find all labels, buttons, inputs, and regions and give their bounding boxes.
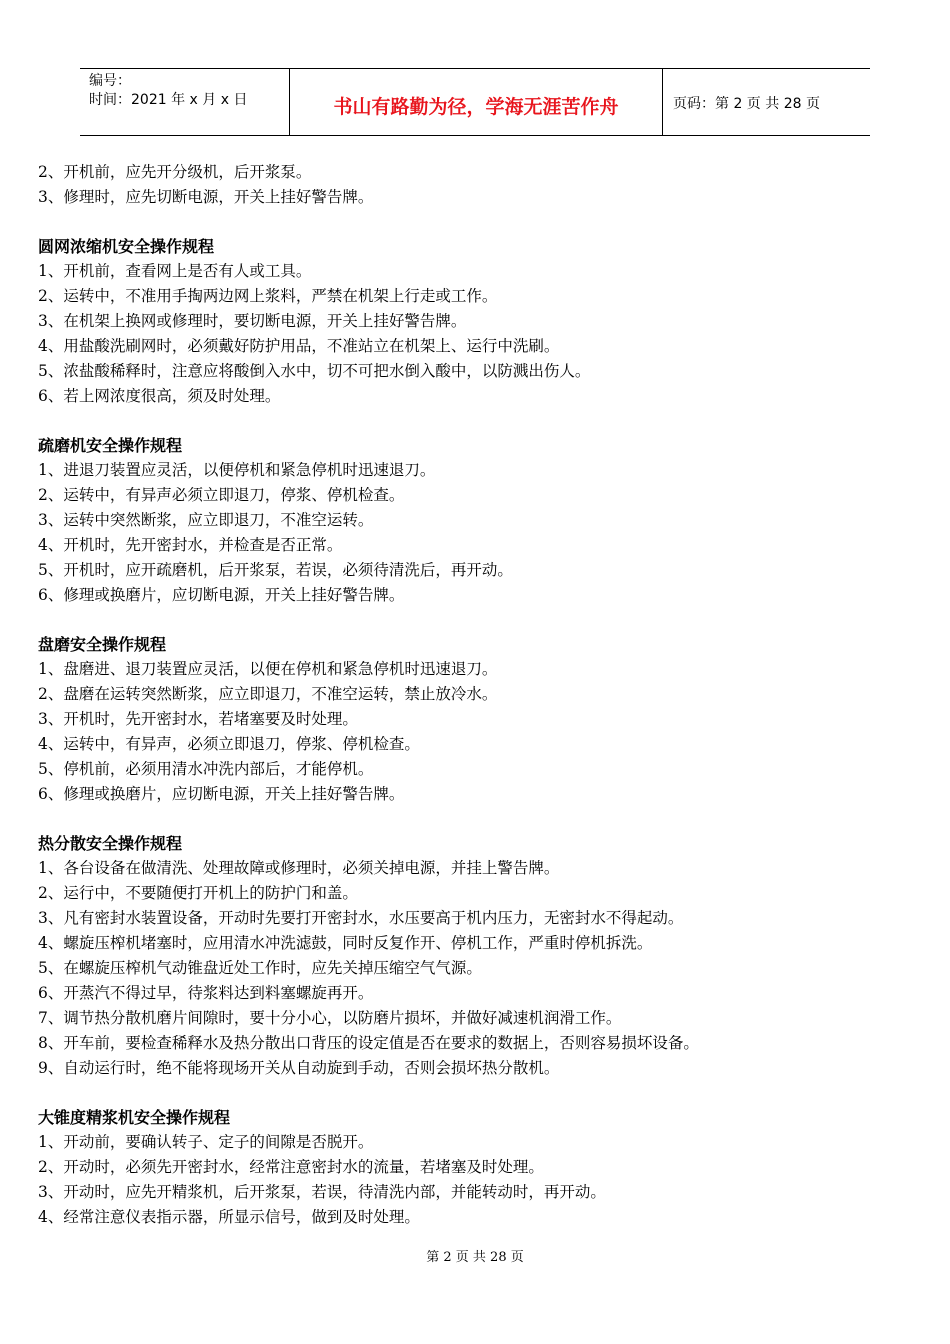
section-title: 圆网浓缩机安全操作规程 xyxy=(38,237,215,256)
rule-item: 3、开机时，先开密封水，若堵塞要及时处理。 xyxy=(38,710,358,728)
rule-item: 4、经常注意仪表指示器，所显示信号，做到及时处理。 xyxy=(38,1208,420,1226)
rule-item: 3、在机架上换网或修理时，要切断电源，开关上挂好警告牌。 xyxy=(38,312,467,330)
page-header xyxy=(80,68,870,136)
intro-line: 2、开机前，应先开分级机，后开浆泵。 xyxy=(38,163,312,181)
rule-item: 1、开动前，要确认转子、定子的间隙是否脱开。 xyxy=(38,1133,374,1151)
rule-item: 5、浓盐酸稀释时，注意应将酸倒入水中，切不可把水倒入酸中，以防溅出伤人。 xyxy=(38,362,591,380)
header-page-label: 页码：第 2 页 共 28 页 xyxy=(663,69,871,136)
rule-item: 5、开机时，应开疏磨机，后开浆泵，若误，必须待清洗后，再开动。 xyxy=(38,561,513,579)
section-title: 热分散安全操作规程 xyxy=(38,834,183,853)
intro-line: 3、修理时，应先切断电源，开关上挂好警告牌。 xyxy=(38,188,374,206)
rule-item: 7、调节热分散机磨片间隙时，要十分小心，以防磨片损坏，并做好减速机润滑工作。 xyxy=(38,1009,622,1027)
section-title: 疏磨机安全操作规程 xyxy=(38,436,183,455)
rule-item: 6、若上网浓度很高，须及时处理。 xyxy=(38,387,281,405)
document-number-label: 编号： xyxy=(89,73,131,89)
rule-item: 2、盘磨在运转突然断浆，应立即退刀，不准空运转，禁止放冷水。 xyxy=(38,685,498,703)
rule-item: 1、进退刀装置应灵活，以便停机和紧急停机时迅速退刀。 xyxy=(38,461,436,479)
document-time-label: 时间：2021 年 x 月 x 日 xyxy=(89,92,248,108)
rule-item: 2、开动时，必须先开密封水，经常注意密封水的流量，若堵塞及时处理。 xyxy=(38,1158,544,1176)
page-footer: 第 2 页 共 28 页 xyxy=(426,1250,524,1265)
rule-item: 4、运转中，有异声，必须立即退刀，停浆、停机检查。 xyxy=(38,735,420,753)
rule-item: 2、运行中，不要随便打开机上的防护门和盖。 xyxy=(38,884,358,902)
rule-item: 2、运转中，不准用手掏两边网上浆料，严禁在机架上行走或工作。 xyxy=(38,287,498,305)
rule-item: 1、盘磨进、退刀装置应灵活，以便在停机和紧急停机时迅速退刀。 xyxy=(38,660,498,678)
rule-item: 2、运转中，有异声必须立即退刀，停浆、停机检查。 xyxy=(38,486,405,504)
section-title: 大锥度精浆机安全操作规程 xyxy=(38,1108,231,1127)
rule-item: 6、修理或换磨片，应切断电源，开关上挂好警告牌。 xyxy=(38,785,405,803)
section-title: 盘磨安全操作规程 xyxy=(38,635,167,654)
rule-item: 6、开蒸汽不得过早，待浆料达到料塞螺旋再开。 xyxy=(38,984,374,1002)
rule-item: 4、开机时，先开密封水，并检查是否正常。 xyxy=(38,536,343,554)
document-body xyxy=(38,160,918,1230)
header-meta xyxy=(80,69,290,136)
rule-item: 9、自动运行时，绝不能将现场开关从自动旋到手动，否则会损坏热分散机。 xyxy=(38,1059,560,1077)
rule-item: 1、开机前，查看网上是否有人或工具。 xyxy=(38,262,312,280)
rule-item: 4、用盐酸洗刷网时，必须戴好防护用品，不准站立在机架上、运行中洗刷。 xyxy=(38,337,560,355)
rule-item: 3、运转中突然断浆，应立即退刀，不准空运转。 xyxy=(38,511,374,529)
rule-item: 1、各台设备在做清洗、处理故障或修理时，必须关掉电源，并挂上警告牌。 xyxy=(38,859,560,877)
rule-item: 3、开动时，应先开精浆机，后开浆泵，若误，待清洗内部，并能转动时，再开动。 xyxy=(38,1183,606,1201)
rule-item: 5、停机前，必须用清水冲洗内部后，才能停机。 xyxy=(38,760,374,778)
rule-item: 3、凡有密封水装置设备，开动时先要打开密封水，水压要高于机内压力，无密封水不得起动。 xyxy=(38,909,684,927)
rule-item: 8、开车前，要检查稀释水及热分散出口背压的设定值是否在要求的数据上，否则容易损坏设备。 xyxy=(38,1034,699,1052)
rule-item: 4、螺旋压榨机堵塞时，应用清水冲洗滤鼓，同时反复作开、停机工作，严重时停机拆洗。 xyxy=(38,934,653,952)
rule-item: 5、在螺旋压榨机气动锥盘近处工作时，应先关掉压缩空气气源。 xyxy=(38,959,482,977)
header-motto: 书山有路勤为径，学海无涯苦作舟 xyxy=(290,69,663,136)
rule-item: 6、修理或换磨片，应切断电源，开关上挂好警告牌。 xyxy=(38,586,405,604)
